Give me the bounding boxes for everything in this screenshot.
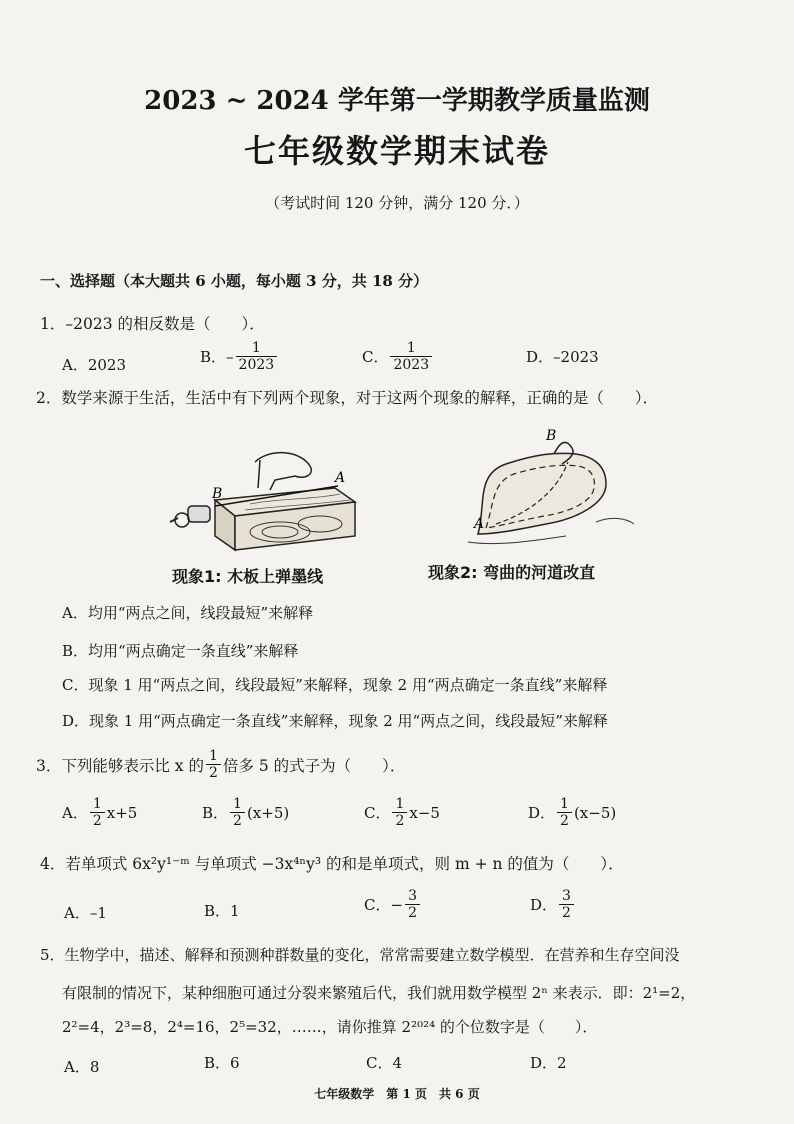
fraction-denominator: 2: [559, 904, 574, 921]
fraction-numerator: 3: [408, 888, 417, 904]
option-label: A．: [62, 804, 88, 823]
q2-option-b: B．均用“两点确定一条直线”来解释: [62, 642, 299, 660]
fraction-numerator: 1: [560, 796, 569, 812]
q5-option-b: B．6: [204, 1054, 240, 1072]
q3-option-c: [364, 796, 440, 829]
option-expression: x+5: [106, 803, 138, 822]
q1-option-b-fraction: [236, 340, 278, 373]
q4-option-a: A．–1: [64, 904, 107, 922]
fraction-numerator: 1: [395, 796, 405, 812]
option-fraction: [557, 796, 572, 829]
q4-option-d: [530, 888, 576, 921]
fraction-denominator: 2: [392, 812, 407, 829]
option-label: B．: [202, 804, 229, 823]
river-point-b-label: B: [546, 428, 557, 444]
fraction-denominator: 2: [230, 812, 245, 829]
exam-title: 2023 ~ 2024 学年第一学期教学质量监测: [144, 86, 650, 116]
question-5-line-2: 有限制的情况下，某种细胞可通过分裂来繁殖后代，我们就用数学模型 2ⁿ 来表示．即：2¹=2，: [62, 984, 696, 1002]
fraction-numerator: 1: [92, 796, 102, 812]
option-label: C．: [364, 804, 391, 823]
q3-option-d: [528, 796, 616, 829]
q2-option-a: A．均用“两点之间，线段最短”来解释: [62, 604, 314, 622]
option-fraction: [559, 888, 574, 921]
q1-option-b-sign: –: [226, 347, 234, 366]
fraction-numerator: 1: [233, 796, 242, 812]
q3-option-b: [202, 796, 289, 829]
fraction-denominator: 2023: [236, 356, 278, 373]
q3-text-post: 倍多 5 的式子为（ ）．: [222, 756, 406, 775]
board-ink-line-figure: [160, 440, 370, 560]
option-fraction: [90, 796, 105, 829]
q1-option-c: [362, 340, 434, 373]
section-heading: 一、选择题（本大题共 6 小题，每小题 3 分，共 18 分）: [40, 272, 429, 290]
fraction-denominator: 2: [405, 904, 420, 921]
q1-option-b: [200, 340, 279, 373]
river-straightening-figure: [466, 424, 636, 554]
fraction-numerator: 1: [251, 340, 261, 356]
caption-phenomenon-1: 现象1: 木板上弹墨线: [172, 567, 324, 586]
q1-option-c-fraction: [390, 340, 432, 373]
q1-option-b-label: B．: [200, 348, 227, 367]
option-fraction: [405, 888, 420, 921]
option-sign: −: [390, 895, 404, 914]
fraction-denominator: 2023: [390, 356, 432, 373]
option-label: D．: [530, 896, 558, 915]
question-2-text: 2．数学来源于生活，生活中有下列两个现象，对于这两个现象的解释，正确的是（ ）．: [36, 389, 659, 407]
fraction-numerator: 1: [406, 340, 416, 356]
page-footer: 七年级数学 第 1 页 共 6 页: [314, 1087, 480, 1101]
point-a-label: A: [335, 470, 346, 486]
question-5-line-1: 5．生物学中，描述、解释和预测种群数量的变化，常常需要建立数学模型．在营养和生存空间没: [40, 946, 680, 964]
q3-fraction: [206, 748, 221, 781]
q3-option-a: [62, 796, 137, 829]
question-5-line-3: 2²=4，2³=8，2⁴=16，2⁵=32，……，请你推算 2²⁰²⁴ 的个位数字是（ ）．: [62, 1018, 598, 1036]
option-expression: (x−5): [573, 803, 617, 822]
q2-option-d: D．现象 1 用“两点确定一条直线”来解释，现象 2 用“两点之间，线段最短”来解释: [62, 712, 608, 730]
q3-text-pre: 3．下列能够表示比 x 的: [36, 756, 204, 775]
river-point-a-label: A: [474, 516, 485, 532]
q4-option-b: B．1: [204, 902, 240, 920]
exam-subtitle: 七年级数学期末试卷: [243, 132, 550, 170]
caption-phenomenon-2: 现象2: 弯曲的河道改直: [428, 563, 596, 582]
fraction-numerator: 1: [208, 748, 218, 764]
fraction-denominator: 2: [206, 764, 221, 781]
q4-option-c: [364, 888, 422, 921]
fraction-denominator: 2: [557, 812, 572, 829]
question-1-text: 1．–2023 的相反数是（ ）．: [40, 315, 265, 333]
q5-option-a: A．8: [64, 1058, 100, 1076]
q1-option-a: A．2023: [62, 356, 127, 374]
option-label: D．: [528, 804, 556, 823]
option-fraction: [230, 796, 245, 829]
exam-note: （考试时间 120 分钟，满分 120 分．）: [265, 194, 529, 212]
option-expression: (x+5): [246, 803, 290, 822]
option-label: C．: [364, 896, 391, 915]
q5-option-c: C．4: [366, 1054, 403, 1072]
q5-option-d: D．2: [530, 1054, 567, 1072]
point-b-label: B: [212, 486, 223, 502]
question-4-text: 4．若单项式 6x²y¹⁻ᵐ 与单项式 −3x⁴ⁿy³ 的和是单项式，则 m + n 的值为（ ）．: [40, 855, 624, 873]
question-3-text: [36, 748, 405, 781]
fraction-denominator: 2: [90, 812, 105, 829]
q1-option-d: D．–2023: [526, 348, 599, 366]
q2-option-c: C．现象 1 用“两点之间，线段最短”来解释，现象 2 用“两点确定一条直线”来解释: [62, 676, 608, 694]
fraction-numerator: 3: [562, 888, 571, 904]
option-fraction: [392, 796, 407, 829]
option-expression: x−5: [409, 803, 440, 822]
q1-option-c-label: C．: [362, 348, 389, 367]
